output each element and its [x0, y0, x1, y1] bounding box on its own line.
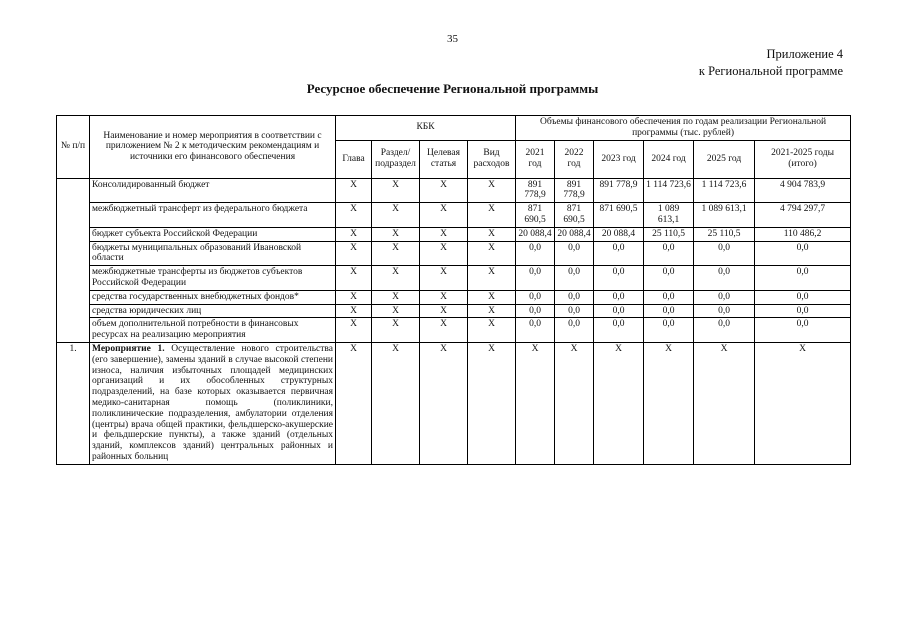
- measure-row: [57, 342, 851, 464]
- kbk-chapter: X: [336, 203, 372, 228]
- value-2023: 0,0: [594, 241, 644, 266]
- table-row: [57, 266, 851, 291]
- value-2024: X: [644, 342, 694, 464]
- value-2025: 1 089 613,1: [694, 203, 755, 228]
- value-total: 110 486,2: [755, 227, 851, 241]
- kbk-target: X: [420, 266, 468, 291]
- value-2023: X: [594, 342, 644, 464]
- value-2022: 0,0: [555, 266, 594, 291]
- value-2024: 1 089 613,1: [644, 203, 694, 228]
- value-2022: 891 778,9: [555, 178, 594, 203]
- table-row: [57, 304, 851, 318]
- kbk-target: X: [420, 241, 468, 266]
- value-2021: 0,0: [516, 304, 555, 318]
- kbk-expense: X: [468, 290, 516, 304]
- page-number: 35: [447, 33, 458, 45]
- appendix-line-1: Приложение 4: [766, 47, 843, 61]
- kbk-expense: X: [468, 241, 516, 266]
- value-2024: 0,0: [644, 266, 694, 291]
- row-index: [57, 178, 90, 342]
- kbk-section: X: [372, 203, 420, 228]
- kbk-section: X: [372, 227, 420, 241]
- kbk-expense: X: [468, 318, 516, 343]
- value-2024: 0,0: [644, 290, 694, 304]
- kbk-target: X: [420, 318, 468, 343]
- source-name: Консолидированный бюджет: [90, 178, 336, 203]
- value-2025: X: [694, 342, 755, 464]
- table-row: [57, 318, 851, 343]
- value-2022: 0,0: [555, 304, 594, 318]
- value-2021: 0,0: [516, 318, 555, 343]
- kbk-chapter: X: [336, 178, 372, 203]
- header-volumes: Объемы финансового обеспечения по годам реализации Региональной программы (тыс. рублей): [516, 116, 851, 141]
- header-kbk-target: Целевая статья: [420, 140, 468, 178]
- header-year-2022: 2022 год: [555, 140, 594, 178]
- table-row: [57, 241, 851, 266]
- value-2025: 25 110,5: [694, 227, 755, 241]
- kbk-section: X: [372, 342, 420, 464]
- source-name: межбюджетные трансферты из бюджетов субъектов Российской Федерации: [90, 266, 336, 291]
- table-row: [57, 178, 851, 203]
- kbk-section: X: [372, 266, 420, 291]
- table-row: [57, 290, 851, 304]
- kbk-chapter: X: [336, 342, 372, 464]
- value-2022: 0,0: [555, 241, 594, 266]
- header-num: № п/п: [57, 116, 90, 179]
- header-year-2025: 2025 год: [694, 140, 755, 178]
- kbk-target: X: [420, 342, 468, 464]
- value-2024: 0,0: [644, 304, 694, 318]
- value-2025: 1 114 723,6: [694, 178, 755, 203]
- kbk-chapter: X: [336, 227, 372, 241]
- kbk-target: X: [420, 203, 468, 228]
- kbk-expense: X: [468, 266, 516, 291]
- value-2021: 891 778,9: [516, 178, 555, 203]
- kbk-section: X: [372, 241, 420, 266]
- kbk-chapter: X: [336, 290, 372, 304]
- kbk-expense: X: [468, 342, 516, 464]
- value-total: 0,0: [755, 266, 851, 291]
- value-2025: 0,0: [694, 318, 755, 343]
- kbk-chapter: X: [336, 318, 372, 343]
- measure-label: Мероприятие 1.: [92, 343, 165, 354]
- kbk-target: X: [420, 304, 468, 318]
- value-total: 4 794 297,7: [755, 203, 851, 228]
- source-name: межбюджетный трансферт из федерального бюджета: [90, 203, 336, 228]
- value-2025: 0,0: [694, 266, 755, 291]
- kbk-target: X: [420, 178, 468, 203]
- value-total: 0,0: [755, 304, 851, 318]
- value-2022: 0,0: [555, 290, 594, 304]
- value-2021: X: [516, 342, 555, 464]
- header-name: Наименование и номер мероприятия в соответствии с приложением № 2 к методическим рекомендациям и источники его финансового обеспечения: [90, 116, 336, 179]
- table-row: [57, 227, 851, 241]
- source-name: средства юридических лиц: [90, 304, 336, 318]
- value-2023: 891 778,9: [594, 178, 644, 203]
- kbk-section: X: [372, 304, 420, 318]
- kbk-expense: X: [468, 304, 516, 318]
- table-row: [57, 203, 851, 228]
- value-2024: 25 110,5: [644, 227, 694, 241]
- value-2023: 0,0: [594, 304, 644, 318]
- appendix-note: [699, 46, 843, 80]
- value-2021: 0,0: [516, 266, 555, 291]
- kbk-section: X: [372, 178, 420, 203]
- value-total: X: [755, 342, 851, 464]
- value-total: 4 904 783,9: [755, 178, 851, 203]
- kbk-chapter: X: [336, 266, 372, 291]
- header-kbk: КБК: [336, 116, 516, 141]
- kbk-section: X: [372, 318, 420, 343]
- value-2025: 0,0: [694, 304, 755, 318]
- header-year-total: 2021-2025 годы (итого): [755, 140, 851, 178]
- header-year-2021: 2021 год: [516, 140, 555, 178]
- kbk-chapter: X: [336, 304, 372, 318]
- value-2022: 0,0: [555, 318, 594, 343]
- value-2021: 0,0: [516, 290, 555, 304]
- kbk-section: X: [372, 290, 420, 304]
- value-2023: 871 690,5: [594, 203, 644, 228]
- source-name: средства государственных внебюджетных фондов*: [90, 290, 336, 304]
- value-2023: 0,0: [594, 318, 644, 343]
- value-2023: 0,0: [594, 266, 644, 291]
- resource-table: [56, 115, 851, 465]
- kbk-target: X: [420, 227, 468, 241]
- value-total: 0,0: [755, 241, 851, 266]
- kbk-target: X: [420, 290, 468, 304]
- value-2022: X: [555, 342, 594, 464]
- value-2024: 1 114 723,6: [644, 178, 694, 203]
- header-kbk-section: Раздел/ подраздел: [372, 140, 420, 178]
- header-year-2024: 2024 год: [644, 140, 694, 178]
- measure-text: Осуществление нового строительства (его завершение), замены зданий в случае высокой степени износа, наличия избыточных площадей медицинских организаций и их обособленных структурных подразделений, на базе которых оказывается первичная медико-санитарная помощь (поликлиники, поликлинические подразделения, амбулатории отделения (центры) врача общей практики, фельдшерско-акушерские и фельдшерские пункты), а также зданий (отдельных зданий, комплексов зданий) центральных районных и районных больниц: [92, 343, 333, 462]
- header-kbk-expense: Вид расходов: [468, 140, 516, 178]
- value-total: 0,0: [755, 290, 851, 304]
- header-year-2023: 2023 год: [594, 140, 644, 178]
- value-2021: 20 088,4: [516, 227, 555, 241]
- value-2021: 0,0: [516, 241, 555, 266]
- measure-description: [90, 342, 336, 464]
- value-2022: 20 088,4: [555, 227, 594, 241]
- source-name: объем дополнительной потребности в финансовых ресурсах на реализацию мероприятия: [90, 318, 336, 343]
- value-2023: 0,0: [594, 290, 644, 304]
- value-2023: 20 088,4: [594, 227, 644, 241]
- value-2024: 0,0: [644, 241, 694, 266]
- value-2025: 0,0: [694, 241, 755, 266]
- value-2021: 871 690,5: [516, 203, 555, 228]
- value-2025: 0,0: [694, 290, 755, 304]
- appendix-line-2: к Региональной программе: [698, 64, 843, 78]
- source-name: бюджет субъекта Российской Федерации: [90, 227, 336, 241]
- value-2024: 0,0: [644, 318, 694, 343]
- kbk-expense: X: [468, 227, 516, 241]
- kbk-expense: X: [468, 178, 516, 203]
- value-total: 0,0: [755, 318, 851, 343]
- kbk-expense: X: [468, 203, 516, 228]
- measure-index: 1.: [57, 342, 90, 464]
- value-2022: 871 690,5: [555, 203, 594, 228]
- header-kbk-chapter: Глава: [336, 140, 372, 178]
- document-title: Ресурсное обеспечение Региональной программы: [306, 81, 599, 96]
- source-name: бюджеты муниципальных образований Ивановской области: [90, 241, 336, 266]
- kbk-chapter: X: [336, 241, 372, 266]
